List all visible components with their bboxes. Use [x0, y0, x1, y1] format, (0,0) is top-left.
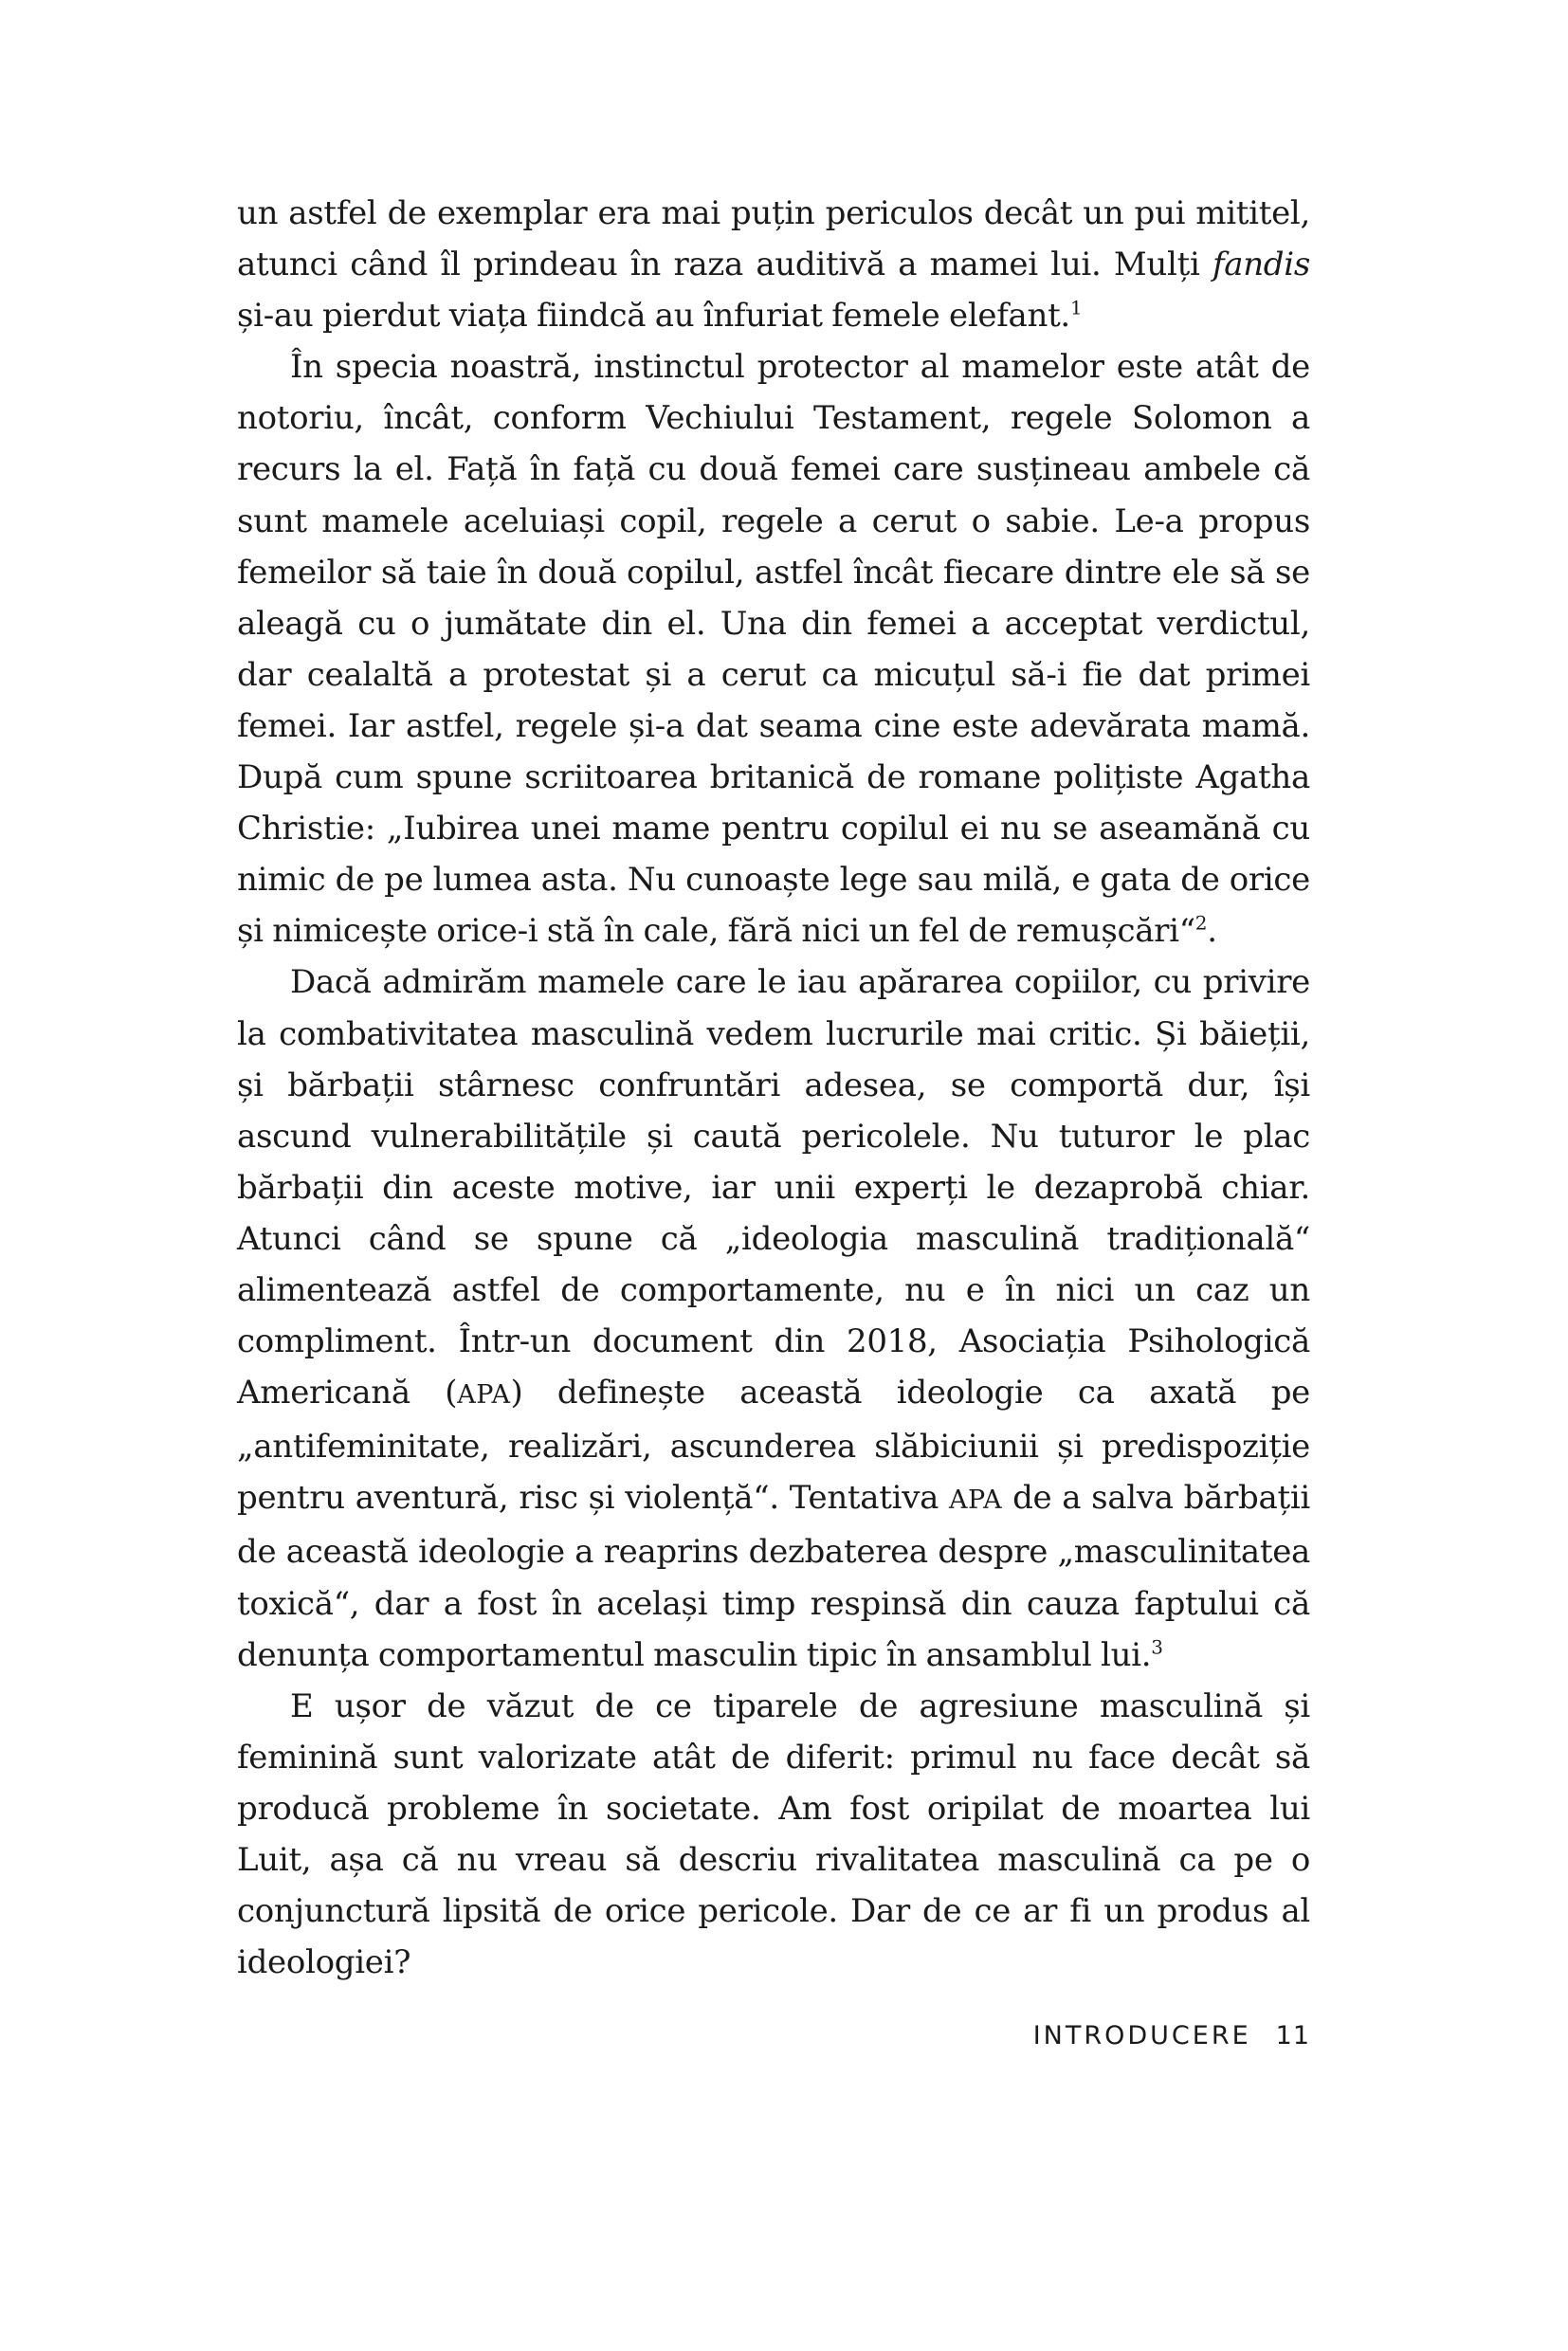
text-run: E ușor de văzut de ce tiparele de agresiune masculină și feminină sunt valorizate atât de diferit: primul nu face decât să producă probleme în societate. Am fost oripilat de moartea lui Luit, așa că nu vreau să descriu rivalitatea masculină ca pe o conjunctură lipsită de orice pericole. Dar de ce ar fi un produs al ideologiei?: [237, 1686, 1310, 1982]
text-run: În specia noastră, instinctul protector al mamelor este atât de notoriu, încât, conform Vechiului Testament, regele Solomon a recurs la el. Față în față cu două femei care susțineau ambele că sunt mamele aceluiași copil, regele a cerut o sabie. Le-a propus femeilor să taie în două copilul, astfel încât fiecare dintre ele să se aleagă cu o jumătate din el. Una din femei a acceptat verdictul, dar cealaltă a protestat și a cerut ca micuțul să-i fie dat primei femei. Iar astfel, regele și-a dat seama cine este adevărata mamă. După cum spune scriitoarea britanică de romane polițiste Agatha Christie: „Iubirea unei mame pentru copilul ei nu se aseamănă cu nimic de pe lumea asta. Nu cunoaște lege sau milă, e gata de orice și nimicește orice-i stă în cale, fără nici un fel de remușcări“: [237, 348, 1310, 951]
body-text: [237, 188, 1310, 1988]
text-run: .: [1207, 912, 1217, 951]
page-number: 11: [1275, 2021, 1310, 2050]
paragraph-solomon: [237, 341, 1310, 957]
paragraph-masculine-combativeness: [237, 957, 1310, 1680]
acronym: APA: [457, 1380, 511, 1411]
italic-term: fandis: [1212, 246, 1310, 284]
running-head: INTRODUCERE: [1032, 2021, 1251, 2050]
acronym: APA: [948, 1485, 1003, 1516]
text-run: un astfel de exemplar era mai puțin periculos decât un pui mititel, atunci când îl prindeau în raza auditivă a mamei lui. Mulți: [237, 194, 1310, 284]
text-run: ) definește această ideologie ca axată pe „antifeminitate, realizări, ascunderea slăbiciunii și predispoziție pentru aventură, risc și violență“. Tentativa: [237, 1374, 1310, 1518]
text-run: de a salva bărbații de această ideologie a reaprins dezbaterea despre „masculinitatea toxică“, dar a fost în același timp respinsă din cauza faptului că denunța comportamentul masculin tipic în ansamblul lui.: [237, 1479, 1310, 1674]
paragraph-aggression-patterns: [237, 1681, 1310, 1989]
paragraph-continuation: [237, 188, 1310, 341]
page-footer: [948, 2017, 1310, 2055]
footnote-marker: 2: [1194, 911, 1208, 935]
text-run: Dacă admirăm mamele care le iau apărarea copiilor, cu privire la combativitatea masculină vedem lucrurile mai critic. Și băieții, și bărbații stârnesc confruntări adesea, se comportă dur, își ascund vulnerabilitățile și caută pericolele. Nu tuturor le plac bărbații din aceste motive, iar unii experți le dezaprobă chiar. Atunci când se spune că „ideologia masculină tradițională“ alimentează astfel de comportamente, nu e în nici un caz un compliment. Într-un document din 2018, Asociația Psihologică Americană (: [237, 963, 1310, 1412]
footnote-marker: 3: [1151, 1635, 1163, 1659]
text-run: și-au pierdut viața fiindcă au înfuriat femele elefant.: [237, 297, 1070, 336]
footnote-marker: 1: [1069, 296, 1083, 319]
